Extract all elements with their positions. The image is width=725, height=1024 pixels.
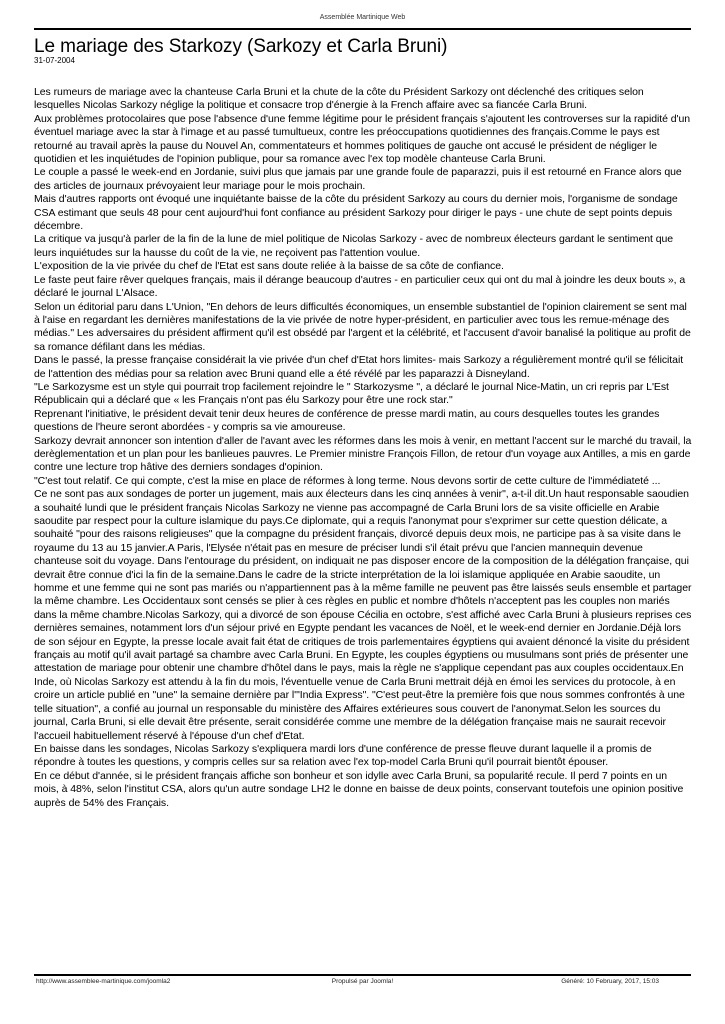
article-paragraph: L'exposition de la vie privée du chef de l'Etat est sans doute reliée à la baisse de sa côte de confiance. (34, 260, 504, 273)
article-paragraph: Ce ne sont pas aux sondages de porter un jugement, mais aux électeurs dans les cinq années à venir", a-t-il dit.Un haut responsable saoudien a souhaité lundi que le président français Nicolas Sarkozy ne vienne pas accompagné de Carla Bruni lors de sa visite officielle en Arabie saoudite par respect pour la culture islamique du pays.Ce diplomate, qui a requis l'anonymat pour s'exprimer sur cette question délicate, a souhaité "pour des raisons religieuses" que la compagne du président français, divorcé depuis deux mois, ne participe pas à sa visite dans le royaume du 13 au 15 janvier.A Paris, l'Elysée n'était pas en mesure de préciser lundi s'il était prévu que l'ancien mannequin devenue chanteuse soit du voyage. Dans l'entourage du président, on indiquait ne pas disposer encore de la composition de la délégation française, qui devrait être connue d'ici la fin de la semaine.Dans le cadre de la stricte interprétation de la loi islamique appliquée en Arabie saoudite, un homme et une femme qui ne sont pas mariés ou n'appartiennent pas à la même famille ne peuvent pas être laissés seuls ensemble et partager la même chambre. Les Occidentaux sont censés se plier à ces règles en public et nombre d'hôtels n'acceptent pas les couples non mariés dans la même chambre.Nicolas Sarkozy, qui a divorcé de son épouse Cécilia en octobre, s'est affiché avec Carla Bruni à plusieurs reprises ces dernières semaines, notamment lors d'un séjour privé en Egypte pendant les vacances de Noël, et le week-end dernier en Jordanie.Déjà lors de son séjour en Egypte, la presse locale avait fait état de critiques de trois parlementaires égyptiens qui avaient dénoncé la visite du président français au motif qu'il avait partagé sa chambre avec Carla Bruni. En Egypte, les couples égyptiens ou musulmans sont priés de présenter une attestation de mariage pour obtenir une chambre d'hôtel dans le pays, mais la règle ne s'applique cependant pas aux couples occidentaux.En Inde, où Nicolas Sarkozy est attendu à la fin du mois, l'éventuelle venue de Carla Bruni mettrait déjà en émoi les services du protocole, à en croire un article publié en "une" la semaine dernière par l'"India Express". "C'est peut-être la première fois que nous sommes confrontés à une telle situation", a confié au journal un responsable du ministère des Affaires extérieures sous couvert de l'anonymat.Selon les sources du journal, Carla Bruni, si elle devait être présente, serait considérée comme une membre de la délégation française mais ne saurait recevoir l'accueil habituellement réservé à l'épouse d'un chef d'Etat. (34, 488, 692, 742)
article-paragraph: Dans le passé, la presse française considérait la vie privée d'un chef d'Etat hors limites- mais Sarkozy a régulièrement montré qu'il se félicitait de l'attention des médias pour sa relation avec Bruni quand elle a été révélé par les paparazzi à Disneyland. (34, 354, 684, 380)
article-paragraph: Mais d'autres rapports ont évoqué une inquiétante baisse de la côte du président Sarkozy au cours du dernier mois, l'organisme de sondage CSA estimant que seuls 48 pour cent aujourd'hui font confiance au président Sarkozy pour diriger le pays - une chute de sept points depuis décembre. (34, 193, 678, 233)
header-divider (34, 28, 691, 30)
page-footer (34, 978, 691, 988)
footer-generated-date: Généré: 10 February, 2017, 15:03 (561, 978, 659, 985)
site-header: Assemblée Martinique Web (319, 14, 406, 21)
article-title: Le mariage des Starkozy (Sarkozy et Carla Bruni) (34, 36, 448, 57)
article-body (34, 86, 692, 810)
article-paragraph: En baisse dans les sondages, Nicolas Sarkozy s'expliquera mardi lors d'une conférence de presse fleuve durant laquelle il a promis de répondre à toutes les questions, y compris celles sur sa relation avec l'ex top-model Carla Bruni qu'il pourrait bientôt épouser. (34, 742, 652, 769)
footer-powered-by: Propulsé par Joomla! (331, 978, 394, 985)
article-paragraph: Les rumeurs de mariage avec la chanteuse Carla Bruni et la chute de la côte du Président Sarkozy ont déclenché des critiques selon lesquelles Nicolas Sarkozy néglige la politique et consacre trop d'énergie à la French affaire avec sa fiancée Carla Bruni. (34, 86, 644, 112)
article-paragraph: Sarkozy devrait annoncer son intention d'aller de l'avant avec les réformes dans les mois à venir, en mettant l'accent sur le marché du travail, la derèglementation et un plan pour les banlieues pauvres. Le Premier ministre François Fillon, de retour d'un voyage aux Antilles, a mis en garde contre une lecture trop hâtive des derniers sondages d'opinion. (34, 434, 692, 474)
article-paragraph: La critique va jusqu'à parler de la fin de la lune de miel politique de Nicolas Sarkozy - avec de nombreux électeurs gardant le sentiment que leurs inquiétudes sur la hausse du coût de la vie, ne reçoivent pas l'attention voulue. (34, 233, 674, 259)
footer-divider (34, 974, 691, 976)
article-paragraph: Le couple a passé le week-end en Jordanie, suivi plus que jamais par une grande foule de paparazzi, puis il est retourné en France alors que des articles de journaux prévoyaient leur mariage pour le mois prochain. (34, 166, 682, 192)
article-paragraph: Reprenant l'initiative, le président devait tenir deux heures de conférence de presse mardi matin, au cours desquelles toutes les grandes questions de l'heure seront abordées - y compris sa vie amoureuse. (34, 407, 660, 434)
article-paragraph: En ce début d'année, si le président français affiche son bonheur et son idylle avec Carla Bruni, sa popularité recule. Il perd 7 points en un mois, à 48%, selon l'institut CSA, alors qu'un autre sondage LH2 le donne en baisse de deux points, conservant toutefois une opinion positive auprès de 54% des Français. (34, 769, 684, 809)
article-paragraph: "C'est tout relatif. Ce qui compte, c'est la mise en place de réformes à long terme. Nous devons sortir de cette culture de l'immédiateté ... (34, 474, 661, 487)
article-paragraph: Aux problèmes protocolaires que pose l'absence d'une femme légitime pour le président français s'ajoutent les controverses sur la rapidité d'un éventuel mariage avec la star à l'image et au passé tumultueux, contre les préoccupations quotidiennes des français.Comme le pays est retourné au travail après la pause du Nouvel An, commentateurs et hommes politiques de gauche ont accusé le président de négliger le quotidien et les inquiétudes de l'opinion publique, pour sa romance avec l'ex top modèle chanteuse Carla Bruni. (34, 112, 691, 166)
article-date: 31-07-2004 (34, 56, 75, 65)
article-paragraph: Selon un éditorial paru dans L'Union, "En dehors de leurs difficultés économiques, un ensemble substantiel de l'opinion clairement se sent mal à l'aise en regardant les dernières manifestations de la vie privée de notre hyper-président, en particulier avec tous les remue-ménage des médias." Les adversaires du président affirment qu'il est obsédé par l'argent et la célébrité, et l'accusent d'avoir banalisé la politique au profit de sa romance défilant dans les médias. (34, 300, 691, 353)
article-paragraph: Le faste peut faire rêver quelques français, mais il dérange beaucoup d'autres - en particulier ceux qui ont du mal à joindre les deux bouts », a déclaré le journal L'Alsace. (34, 273, 686, 300)
footer-url-link[interactable]: http://www.assemblee-martinique.com/joomla2 (36, 978, 171, 985)
article-paragraph: "Le Sarkozysme est un style qui pourrait trop facilement rejoindre le " Starkozysme ", a déclaré le journal Nice-Matin, un cri repris par L'Est Républicain qui a déclaré que « les Français n'ont pas élu Sarkozy pour être une rock star." (34, 380, 669, 407)
